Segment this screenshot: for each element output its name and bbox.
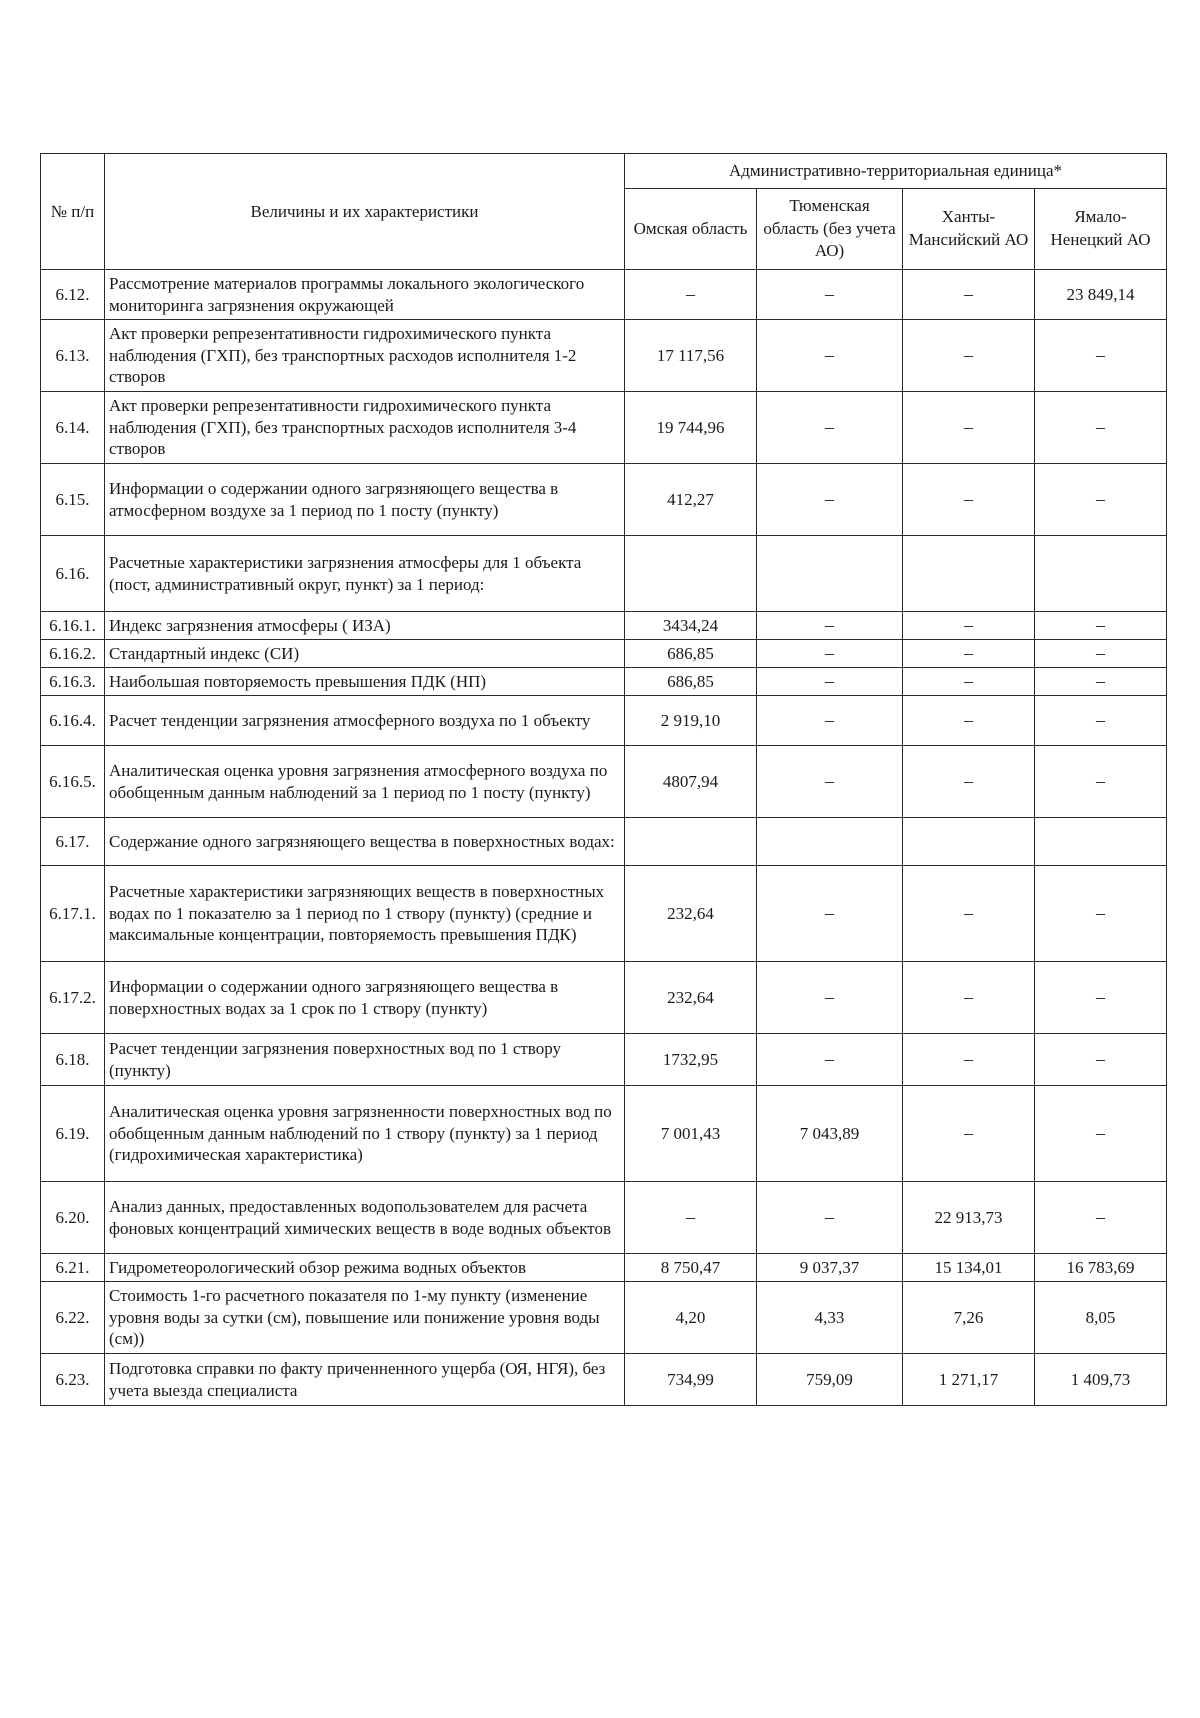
column-header-yanao: Ямало-Ненецкий АО [1035, 189, 1167, 270]
table-row [41, 640, 1167, 668]
value-tyumen: – [757, 1182, 903, 1254]
tariff-table [40, 153, 1167, 1406]
value-omsk: 2 919,10 [625, 696, 757, 746]
table-row [41, 1354, 1167, 1406]
value-tyumen: – [757, 320, 903, 392]
value-yanao: – [1035, 392, 1167, 464]
column-header-description: Величины и их характеристики [105, 154, 625, 270]
value-omsk: 4,20 [625, 1282, 757, 1354]
row-number: 6.12. [41, 270, 105, 320]
table-row [41, 818, 1167, 866]
value-yanao: – [1035, 962, 1167, 1034]
value-tyumen: – [757, 270, 903, 320]
table-row [41, 536, 1167, 612]
row-description: Стоимость 1-го расчетного показателя по 1-му пункту (изменение уровня воды за сутки (см), повышение или понижение уровня воды (см)) [105, 1282, 625, 1354]
value-tyumen: – [757, 866, 903, 962]
value-khmao: 15 134,01 [903, 1254, 1035, 1282]
value-omsk: 7 001,43 [625, 1086, 757, 1182]
table-row [41, 696, 1167, 746]
row-number: 6.17. [41, 818, 105, 866]
value-tyumen: – [757, 464, 903, 536]
value-yanao: – [1035, 866, 1167, 962]
value-omsk [625, 818, 757, 866]
value-yanao: – [1035, 668, 1167, 696]
value-tyumen: – [757, 612, 903, 640]
row-description: Наибольшая повторяемость превышения ПДК (НП) [105, 668, 625, 696]
value-yanao: 16 783,69 [1035, 1254, 1167, 1282]
value-khmao: – [903, 696, 1035, 746]
row-number: 6.15. [41, 464, 105, 536]
value-khmao: – [903, 464, 1035, 536]
row-description: Расчетные характеристики загрязняющих веществ в поверхностных водах по 1 показателю за 1 период по 1 створу (пункту) (средние и максимальные концентрации, повторяемость превышения ПДК) [105, 866, 625, 962]
row-number: 6.21. [41, 1254, 105, 1282]
value-tyumen: 759,09 [757, 1354, 903, 1406]
row-number: 6.16.1. [41, 612, 105, 640]
row-description: Подготовка справки по факту приченненного ущерба (ОЯ, НГЯ), без учета выезда специалиста [105, 1354, 625, 1406]
row-description: Аналитическая оценка уровня загрязненности поверхностных вод по обобщенным данным наблюдений по 1 створу (пункту) за 1 период (гидрохимическая характеристика) [105, 1086, 625, 1182]
value-khmao: 1 271,17 [903, 1354, 1035, 1406]
row-description: Расчетные характеристики загрязнения атмосферы для 1 объекта (пост, административный округ, пункт) за 1 период: [105, 536, 625, 612]
row-description: Расчет тенденции загрязнения атмосферного воздуха по 1 объекту [105, 696, 625, 746]
value-khmao: – [903, 320, 1035, 392]
row-number: 6.20. [41, 1182, 105, 1254]
table-row [41, 866, 1167, 962]
row-number: 6.23. [41, 1354, 105, 1406]
column-header-khmao: Ханты-Мансийский АО [903, 189, 1035, 270]
row-description: Расчет тенденции загрязнения поверхностных вод по 1 створу (пункту) [105, 1034, 625, 1086]
table-row [41, 1182, 1167, 1254]
value-yanao: – [1035, 1086, 1167, 1182]
value-yanao: 8,05 [1035, 1282, 1167, 1354]
value-tyumen: – [757, 962, 903, 1034]
row-number: 6.14. [41, 392, 105, 464]
value-yanao: – [1035, 746, 1167, 818]
value-tyumen: 4,33 [757, 1282, 903, 1354]
value-khmao: 7,26 [903, 1282, 1035, 1354]
row-number: 6.16.3. [41, 668, 105, 696]
table-row [41, 464, 1167, 536]
column-header-number: № п/п [41, 154, 105, 270]
row-description: Стандартный индекс (СИ) [105, 640, 625, 668]
value-tyumen: – [757, 1034, 903, 1086]
row-description: Рассмотрение материалов программы локального экологического мониторинга загрязнения окружающей [105, 270, 625, 320]
row-description: Гидрометеорологический обзор режима водных объектов [105, 1254, 625, 1282]
value-omsk: 8 750,47 [625, 1254, 757, 1282]
value-yanao: – [1035, 1182, 1167, 1254]
value-yanao: – [1035, 696, 1167, 746]
value-omsk: 232,64 [625, 962, 757, 1034]
value-omsk: 734,99 [625, 1354, 757, 1406]
table-row [41, 1086, 1167, 1182]
value-omsk: 4807,94 [625, 746, 757, 818]
value-khmao: – [903, 1086, 1035, 1182]
table-header [41, 154, 1167, 270]
value-khmao [903, 818, 1035, 866]
row-number: 6.19. [41, 1086, 105, 1182]
value-khmao: – [903, 392, 1035, 464]
value-tyumen [757, 536, 903, 612]
value-khmao [903, 536, 1035, 612]
table-body [41, 270, 1167, 1406]
row-number: 6.16.2. [41, 640, 105, 668]
table-row [41, 668, 1167, 696]
value-omsk: 1732,95 [625, 1034, 757, 1086]
value-khmao: – [903, 612, 1035, 640]
value-yanao: – [1035, 640, 1167, 668]
value-tyumen: – [757, 392, 903, 464]
value-khmao: – [903, 866, 1035, 962]
row-description: Акт проверки репрезентативности гидрохимического пункта наблюдения (ГХП), без транспортных расходов исполнителя 3-4 створов [105, 392, 625, 464]
value-tyumen: – [757, 746, 903, 818]
row-number: 6.17.2. [41, 962, 105, 1034]
row-description: Информации о содержании одного загрязняющего вещества в поверхностных водах за 1 срок по 1 створу (пункту) [105, 962, 625, 1034]
value-khmao: 22 913,73 [903, 1182, 1035, 1254]
value-yanao: 23 849,14 [1035, 270, 1167, 320]
value-khmao: – [903, 270, 1035, 320]
table-row [41, 962, 1167, 1034]
value-yanao [1035, 536, 1167, 612]
value-yanao: – [1035, 1034, 1167, 1086]
value-omsk: – [625, 1182, 757, 1254]
value-yanao: – [1035, 464, 1167, 536]
row-number: 6.18. [41, 1034, 105, 1086]
value-tyumen [757, 818, 903, 866]
value-omsk: 19 744,96 [625, 392, 757, 464]
table-row [41, 1034, 1167, 1086]
row-number: 6.16. [41, 536, 105, 612]
table-row [41, 392, 1167, 464]
row-description: Анализ данных, предоставленных водопользователем для расчета фоновых концентраций химических веществ в воде водных объектов [105, 1182, 625, 1254]
value-yanao: – [1035, 612, 1167, 640]
column-group-header: Административно-территориальная единица* [625, 154, 1167, 189]
value-omsk: 3434,24 [625, 612, 757, 640]
value-yanao: 1 409,73 [1035, 1354, 1167, 1406]
row-description: Индекс загрязнения атмосферы ( ИЗА) [105, 612, 625, 640]
value-khmao: – [903, 962, 1035, 1034]
value-omsk: 17 117,56 [625, 320, 757, 392]
table-row [41, 1282, 1167, 1354]
value-khmao: – [903, 668, 1035, 696]
row-description: Акт проверки репрезентативности гидрохимического пункта наблюдения (ГХП), без транспортных расходов исполнителя 1-2 створов [105, 320, 625, 392]
value-tyumen: – [757, 640, 903, 668]
column-header-omsk: Омская область [625, 189, 757, 270]
row-number: 6.13. [41, 320, 105, 392]
value-tyumen: – [757, 696, 903, 746]
value-omsk: 686,85 [625, 668, 757, 696]
value-yanao [1035, 818, 1167, 866]
row-description: Аналитическая оценка уровня загрязнения атмосферного воздуха по обобщенным данным наблюдений за 1 период по 1 посту (пункту) [105, 746, 625, 818]
value-tyumen: 9 037,37 [757, 1254, 903, 1282]
value-omsk [625, 536, 757, 612]
row-number: 6.16.4. [41, 696, 105, 746]
table-row [41, 270, 1167, 320]
table-row [41, 612, 1167, 640]
table-row [41, 746, 1167, 818]
row-number: 6.17.1. [41, 866, 105, 962]
row-description: Информации о содержании одного загрязняющего вещества в атмосферном воздухе за 1 период по 1 посту (пункту) [105, 464, 625, 536]
value-omsk: 232,64 [625, 866, 757, 962]
value-khmao: – [903, 1034, 1035, 1086]
value-yanao: – [1035, 320, 1167, 392]
row-number: 6.22. [41, 1282, 105, 1354]
value-omsk: 686,85 [625, 640, 757, 668]
value-tyumen: 7 043,89 [757, 1086, 903, 1182]
value-khmao: – [903, 640, 1035, 668]
value-tyumen: – [757, 668, 903, 696]
row-description: Содержание одного загрязняющего вещества в поверхностных водах: [105, 818, 625, 866]
value-khmao: – [903, 746, 1035, 818]
row-number: 6.16.5. [41, 746, 105, 818]
column-header-tyumen: Тюменская область (без учета АО) [757, 189, 903, 270]
table-row [41, 320, 1167, 392]
table-row [41, 1254, 1167, 1282]
value-omsk: – [625, 270, 757, 320]
value-omsk: 412,27 [625, 464, 757, 536]
